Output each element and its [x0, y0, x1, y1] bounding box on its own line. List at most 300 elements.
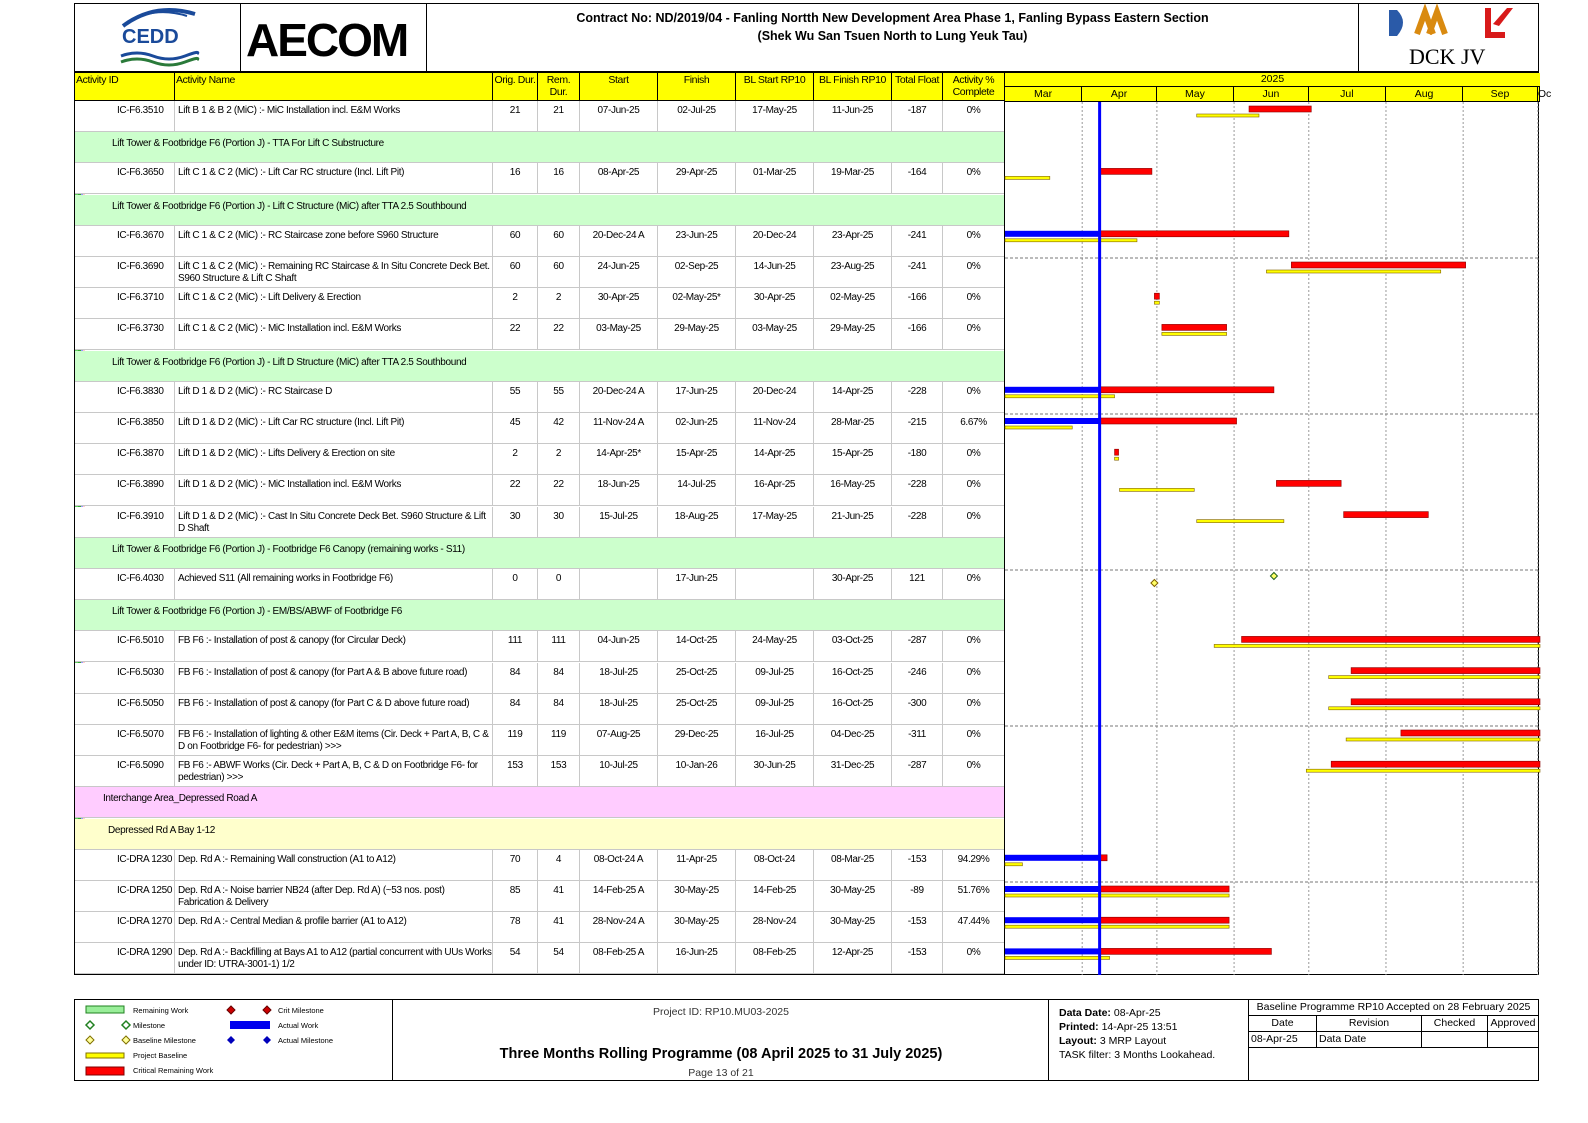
activity-name-cell: Dep. Rd A :- Central Median & profile barrier (A1 to A12): [175, 912, 493, 942]
orig-dur-cell: 0: [493, 569, 538, 599]
total-float-cell: -164: [892, 163, 943, 193]
bl-finish-date-cell: 21-Jun-25: [814, 507, 892, 537]
pct-complete-cell: 0%: [943, 507, 1005, 537]
dck-jv-logo: [1358, 4, 1538, 71]
orig-dur-cell: 153: [493, 756, 538, 786]
bl-start-date-cell: 16-Jul-25: [736, 725, 814, 755]
group-label: Lift Tower & Footbridge F6 (Portion J) - Lift D Structure (MiC) after TTA 2.5 Southbound: [112, 356, 467, 368]
col-orig-dur-header[interactable]: Orig. Dur.: [493, 73, 538, 101]
finish-date-cell: 29-May-25: [658, 319, 736, 349]
finish-date-cell: 14-Jul-25: [658, 475, 736, 505]
total-float-cell: -153: [892, 850, 943, 880]
finish-date-cell: 17-Jun-25: [658, 382, 736, 412]
page-header: [74, 3, 1539, 72]
bl-start-date-cell: 20-Dec-24: [736, 382, 814, 412]
rem-dur-cell: 42: [538, 413, 580, 443]
activity-row[interactable]: [75, 725, 1005, 756]
activity-row[interactable]: [75, 663, 1005, 694]
finish-date-cell: 10-Jan-26: [658, 756, 736, 786]
activity-row[interactable]: [75, 631, 1005, 662]
critical-remaining-bar: [1249, 106, 1311, 112]
baseline-bar: [1329, 707, 1540, 710]
activity-name-cell: FB F6 :- Installation of post & canopy (for Circular Deck): [175, 631, 493, 661]
pct-complete-cell: 0%: [943, 226, 1005, 256]
group-header-row[interactable]: [75, 600, 1005, 631]
start-date-cell: 11-Nov-24 A: [580, 413, 658, 443]
bl-finish-date-cell: 16-Oct-25: [814, 694, 892, 724]
actual-work-bar: [1005, 855, 1100, 861]
bl-finish-date-cell: 08-Mar-25: [814, 850, 892, 880]
actual-work-bar: [1005, 231, 1100, 237]
bl-start-date-cell: 03-May-25: [736, 319, 814, 349]
baseline-note: Baseline Programme RP10 Accepted on 28 February 2025: [1249, 1000, 1538, 1016]
rem-dur-cell: 153: [538, 756, 580, 786]
activity-row[interactable]: [75, 413, 1005, 444]
activity-id-cell: IC-F6.5030: [97, 663, 175, 693]
bl-finish-date-cell: 30-May-25: [814, 881, 892, 911]
activity-row[interactable]: [75, 756, 1005, 787]
finish-date-cell: 14-Oct-25: [658, 631, 736, 661]
bl-start-date-cell: [736, 569, 814, 599]
activity-row[interactable]: [75, 288, 1005, 319]
page-number: Page 13 of 21: [688, 1067, 754, 1079]
activity-row[interactable]: [75, 475, 1005, 506]
month-label: Apr: [1082, 87, 1157, 101]
month-label: Aug: [1386, 87, 1463, 101]
bl-finish-date-cell: 30-Apr-25: [814, 569, 892, 599]
milestone-marker: [1270, 573, 1277, 580]
task-filter: TASK filter: 3 Months Lookahead.: [1059, 1049, 1216, 1061]
bl-finish-date-cell: 23-Apr-25: [814, 226, 892, 256]
col-bl-start-header[interactable]: BL Start RP10: [736, 73, 814, 101]
activity-row[interactable]: [75, 569, 1005, 600]
activity-id-cell: IC-F6.3870: [97, 444, 175, 474]
aecom-logo-text: AECOM: [246, 14, 408, 66]
total-float-cell: -180: [892, 444, 943, 474]
pct-complete-cell: 6.67%: [943, 413, 1005, 443]
pct-complete-cell: 0%: [943, 663, 1005, 693]
baseline-bar: [1306, 769, 1540, 772]
activity-table: [74, 72, 1004, 975]
critical-remaining-bar: [1242, 636, 1540, 642]
activity-row[interactable]: [75, 257, 1005, 288]
rem-dur-cell: 16: [538, 163, 580, 193]
total-float-cell: -187: [892, 101, 943, 131]
start-date-cell: 30-Apr-25: [580, 288, 658, 318]
group-header-row[interactable]: [75, 132, 1005, 163]
group-header-row[interactable]: [75, 787, 1005, 818]
activity-name-cell: Lift D 1 & D 2 (MiC) :- Cast In Situ Concrete Deck Bet. S960 Structure & Lift D Shaft: [175, 507, 493, 537]
programme-title: Three Months Rolling Programme (08 April 2025 to 31 July 2025): [499, 1046, 943, 1062]
activity-row[interactable]: [75, 912, 1005, 943]
bl-finish-date-cell: 15-Apr-25: [814, 444, 892, 474]
orig-dur-cell: 2: [493, 444, 538, 474]
activity-id-cell: IC-F6.5090: [97, 756, 175, 786]
project-baseline-swatch: [86, 1053, 124, 1058]
critical-remaining-bar: [1100, 917, 1229, 923]
rev-header-date: Date: [1249, 1016, 1317, 1032]
start-date-cell: [580, 569, 658, 599]
rem-dur-cell: 55: [538, 382, 580, 412]
rem-dur-cell: 22: [538, 475, 580, 505]
bl-finish-date-cell: 14-Apr-25: [814, 382, 892, 412]
rem-dur-cell: 84: [538, 663, 580, 693]
bl-finish-date-cell: 29-May-25: [814, 319, 892, 349]
finish-date-cell: 02-Jun-25: [658, 413, 736, 443]
start-date-cell: 20-Dec-24 A: [580, 226, 658, 256]
pct-complete-cell: 0%: [943, 101, 1005, 131]
contract-title-line1: Contract No: ND/2019/04 - Fanling Nortth New Development Area Phase 1, Fanling Bypass Eastern Section: [576, 11, 1209, 25]
bl-finish-date-cell: 02-May-25: [814, 288, 892, 318]
finish-date-cell: 15-Apr-25: [658, 444, 736, 474]
start-date-cell: 20-Dec-24 A: [580, 382, 658, 412]
activity-name-cell: Lift D 1 & D 2 (MiC) :- Lifts Delivery & Erection on site: [175, 444, 493, 474]
pct-complete-cell: 51.76%: [943, 881, 1005, 911]
actual-milestone-icon-2: [263, 1036, 271, 1044]
pct-complete-cell: 0%: [943, 163, 1005, 193]
activity-name-cell: Lift C 1 & C 2 (MiC) :- Lift Car RC structure (Incl. Lift Pit): [175, 163, 493, 193]
orig-dur-cell: 22: [493, 319, 538, 349]
legend-actual-milestone: Actual Milestone: [278, 1036, 334, 1045]
layout-value: 3 MRP Layout: [1099, 1035, 1167, 1047]
orig-dur-cell: 30: [493, 507, 538, 537]
dck-emblem-icon: [1359, 4, 1539, 44]
start-date-cell: 08-Oct-24 A: [580, 850, 658, 880]
legend-milestone: Milestone: [133, 1021, 166, 1030]
pct-complete-cell: 94.29%: [943, 850, 1005, 880]
total-float-cell: -311: [892, 725, 943, 755]
activity-id-cell: IC-F6.3910: [97, 507, 175, 537]
start-date-cell: 08-Apr-25: [580, 163, 658, 193]
critical-remaining-bar: [1115, 449, 1119, 455]
bl-finish-date-cell: 03-Oct-25: [814, 631, 892, 661]
critical-work-swatch: [86, 1067, 124, 1075]
pct-complete-cell: 0%: [943, 631, 1005, 661]
start-date-cell: 18-Jun-25: [580, 475, 658, 505]
pct-complete-cell: 0%: [943, 569, 1005, 599]
bl-start-date-cell: 30-Jun-25: [736, 756, 814, 786]
actual-work-bar: [1005, 948, 1100, 954]
activity-row[interactable]: [75, 850, 1005, 881]
actual-work-bar: [1005, 418, 1100, 424]
total-float-cell: 121: [892, 569, 943, 599]
activity-id-cell: IC-F6.3650: [97, 163, 175, 193]
bl-start-date-cell: 09-Jul-25: [736, 694, 814, 724]
activity-name-cell: Lift B 1 & B 2 (MiC) :- MiC Installation incl. E&M Works: [175, 101, 493, 131]
rem-dur-cell: 41: [538, 912, 580, 942]
rem-dur-cell: 41: [538, 881, 580, 911]
pct-complete-cell: 0%: [943, 943, 1005, 973]
activity-name-cell: Lift D 1 & D 2 (MiC) :- MiC Installation incl. E&M Works: [175, 475, 493, 505]
activity-name-cell: FB F6 :- ABWF Works (Cir. Deck + Part A, B, C & D on Footbridge F6- for pedestrian) >>>: [175, 756, 493, 786]
group-header-row[interactable]: [75, 195, 1005, 226]
finish-date-cell: 25-Oct-25: [658, 663, 736, 693]
month-label: May: [1157, 87, 1234, 101]
footer-print-info: [1049, 1000, 1249, 1080]
rem-dur-cell: 21: [538, 101, 580, 131]
printed-label: Printed:: [1059, 1021, 1099, 1033]
finish-date-cell: 02-Sep-25: [658, 257, 736, 287]
baseline-bar: [1214, 644, 1540, 647]
critical-remaining-bar: [1276, 480, 1341, 486]
pct-complete-cell: 0%: [943, 319, 1005, 349]
activity-row[interactable]: [75, 694, 1005, 725]
orig-dur-cell: 55: [493, 382, 538, 412]
cedd-logo: [75, 4, 241, 71]
col-start-header[interactable]: Start: [580, 73, 658, 101]
group-header-row[interactable]: [75, 819, 1005, 850]
total-float-cell: -228: [892, 475, 943, 505]
rem-dur-cell: 2: [538, 288, 580, 318]
activity-name-cell: FB F6 :- Installation of post & canopy (for Part A & B above future road): [175, 663, 493, 693]
activity-id-cell: IC-DRA 1290: [97, 943, 175, 973]
bl-finish-date-cell: 04-Dec-25: [814, 725, 892, 755]
activity-id-cell: IC-F6.3510: [97, 101, 175, 131]
pct-complete-cell: 47.44%: [943, 912, 1005, 942]
revision-block: [1249, 1000, 1538, 1080]
data-date-value: 08-Apr-25: [1113, 1007, 1161, 1019]
activity-row[interactable]: [75, 319, 1005, 350]
start-date-cell: 10-Jul-25: [580, 756, 658, 786]
bl-finish-date-cell: 19-Mar-25: [814, 163, 892, 193]
bl-start-date-cell: 08-Oct-24: [736, 850, 814, 880]
rev-header-approved: Approved: [1488, 1016, 1538, 1032]
activity-name-cell: Lift C 1 & C 2 (MiC) :- Remaining RC Staircase & In Situ Concrete Deck Bet. S960 Structure & Lift C Shaft: [175, 257, 493, 287]
total-float-cell: -153: [892, 912, 943, 942]
activity-name-cell: Lift C 1 & C 2 (MiC) :- MiC Installation incl. E&M Works: [175, 319, 493, 349]
table-header-row: [75, 72, 1005, 101]
total-float-cell: -166: [892, 288, 943, 318]
total-float-cell: -300: [892, 694, 943, 724]
activity-name-cell: Dep. Rd A :- Remaining Wall construction (A1 to A12): [175, 850, 493, 880]
activity-id-cell: IC-F6.3830: [97, 382, 175, 412]
col-total-float-header[interactable]: Total Float: [892, 73, 943, 101]
col-activity-name-header[interactable]: Activity Name: [175, 73, 493, 101]
activity-id-cell: IC-DRA 1250: [97, 881, 175, 911]
rev-date: 08-Apr-25: [1249, 1032, 1317, 1048]
group-label: Interchange Area_Depressed Road A: [103, 793, 258, 805]
start-date-cell: 07-Aug-25: [580, 725, 658, 755]
rem-dur-cell: 60: [538, 257, 580, 287]
rem-dur-cell: 60: [538, 226, 580, 256]
critical-remaining-bar: [1154, 293, 1159, 299]
critical-remaining-bar: [1100, 231, 1289, 237]
finish-date-cell: 30-May-25: [658, 881, 736, 911]
baseline-bar: [1005, 863, 1022, 866]
baseline-bar: [1115, 457, 1119, 460]
finish-date-cell: 18-Aug-25: [658, 507, 736, 537]
month-label: Oc: [1537, 88, 1552, 100]
pct-complete-cell: 0%: [943, 288, 1005, 318]
activity-name-cell: Achieved S11 (All remaining works in Footbridge F6): [175, 569, 493, 599]
critical-remaining-bar: [1100, 948, 1272, 954]
activity-name-cell: Lift C 1 & C 2 (MiC) :- RC Staircase zone before S960 Structure: [175, 226, 493, 256]
gantt-year-label: 2025: [1005, 73, 1540, 87]
gantt-timescale: [1005, 73, 1552, 102]
critical-remaining-bar: [1100, 886, 1229, 892]
pct-complete-cell: 0%: [943, 257, 1005, 287]
start-date-cell: 07-Jun-25: [580, 101, 658, 131]
baseline-bar: [1005, 426, 1072, 429]
actual-milestone-icon: [227, 1036, 235, 1044]
activity-name-cell: Dep. Rd A :- Backfilling at Bays A1 to A12 (partial concurrent with UUs Works under ID: UTRA-3001-1) 1/2: [175, 943, 493, 973]
baseline-milestone-icon: [86, 1036, 94, 1044]
finish-date-cell: 25-Oct-25: [658, 694, 736, 724]
orig-dur-cell: 84: [493, 663, 538, 693]
month-label: Jun: [1234, 87, 1309, 101]
activity-id-cell: IC-F6.5010: [97, 631, 175, 661]
finish-date-cell: 29-Apr-25: [658, 163, 736, 193]
activity-name-cell: FB F6 :- Installation of lighting & other E&M items (Cir. Deck + Part A, B, C & D on Footbridge F6- for pedestrian) >>>: [175, 725, 493, 755]
activity-id-cell: IC-DRA 1230: [97, 850, 175, 880]
rem-dur-cell: 22: [538, 319, 580, 349]
bl-finish-date-cell: 31-Dec-25: [814, 756, 892, 786]
col-bl-finish-header[interactable]: BL Finish RP10: [814, 73, 892, 101]
finish-date-cell: 30-May-25: [658, 912, 736, 942]
start-date-cell: 15-Jul-25: [580, 507, 658, 537]
start-date-cell: 14-Apr-25*: [580, 444, 658, 474]
group-label: Lift Tower & Footbridge F6 (Portion J) - Lift C Structure (MiC) after TTA 2.5 Southbound: [112, 200, 467, 212]
rev-checked: [1422, 1032, 1488, 1048]
orig-dur-cell: 22: [493, 475, 538, 505]
milestone-icon-2: [122, 1021, 130, 1029]
gantt-chart: [1004, 72, 1552, 975]
activity-id-cell: IC-F6.3850: [97, 413, 175, 443]
activity-id-cell: IC-F6.3670: [97, 226, 175, 256]
start-date-cell: 03-May-25: [580, 319, 658, 349]
bl-start-date-cell: 14-Feb-25: [736, 881, 814, 911]
bl-finish-date-cell: 11-Jun-25: [814, 101, 892, 131]
activity-row[interactable]: [75, 382, 1005, 413]
activity-row[interactable]: [75, 881, 1005, 912]
crit-milestone-icon-2: [263, 1006, 271, 1014]
total-float-cell: -241: [892, 226, 943, 256]
gantt-bars: [1005, 102, 1540, 975]
col-rem-dur-header[interactable]: Rem. Dur.: [538, 73, 580, 101]
footer-title-block: [393, 1000, 1049, 1080]
rem-dur-cell: 111: [538, 631, 580, 661]
orig-dur-cell: 21: [493, 101, 538, 131]
legend-crit-milestone: Crit Milestone: [278, 1006, 324, 1015]
bl-finish-date-cell: 28-Mar-25: [814, 413, 892, 443]
activity-id-cell: IC-F6.5050: [97, 694, 175, 724]
activity-row[interactable]: [75, 101, 1005, 132]
baseline-bar: [1197, 114, 1259, 117]
bl-finish-date-cell: 16-Oct-25: [814, 663, 892, 693]
start-date-cell: 08-Feb-25 A: [580, 943, 658, 973]
critical-remaining-bar: [1331, 761, 1540, 767]
crit-milestone-icon: [227, 1006, 235, 1014]
page-footer: [74, 999, 1539, 1081]
activity-row[interactable]: [75, 507, 1005, 538]
activity-row[interactable]: [75, 163, 1005, 194]
baseline-bar: [1005, 239, 1137, 242]
contract-title-line2: (Shek Wu San Tsuen North to Lung Yeuk Tau): [757, 29, 1028, 43]
rem-dur-cell: 0: [538, 569, 580, 599]
legend-baseline-milestone: Baseline Milestone: [133, 1036, 196, 1045]
baseline-bar: [1346, 738, 1540, 741]
total-float-cell: -287: [892, 756, 943, 786]
activity-name-cell: Lift D 1 & D 2 (MiC) :- Lift Car RC structure (Incl. Lift Pit): [175, 413, 493, 443]
month-label: Mar: [1005, 87, 1082, 101]
finish-date-cell: 02-May-25*: [658, 288, 736, 318]
group-label: Lift Tower & Footbridge F6 (Portion J) - TTA For Lift C Substructure: [112, 138, 384, 150]
total-float-cell: -228: [892, 507, 943, 537]
bl-start-date-cell: 30-Apr-25: [736, 288, 814, 318]
total-float-cell: -153: [892, 943, 943, 973]
bl-finish-date-cell: 16-May-25: [814, 475, 892, 505]
finish-date-cell: 02-Jul-25: [658, 101, 736, 131]
col-pct-complete-header[interactable]: Activity % Complete: [943, 73, 1005, 101]
rem-dur-cell: 30: [538, 507, 580, 537]
actual-work-bar: [1005, 387, 1100, 393]
bl-finish-date-cell: 30-May-25: [814, 912, 892, 942]
baseline-bar: [1197, 520, 1284, 523]
start-date-cell: 04-Jun-25: [580, 631, 658, 661]
activity-id-cell: IC-F6.3730: [97, 319, 175, 349]
activity-id-cell: IC-F6.3890: [97, 475, 175, 505]
rev-header-revision: Revision: [1317, 1016, 1422, 1032]
bl-start-date-cell: 17-May-25: [736, 101, 814, 131]
total-float-cell: -89: [892, 881, 943, 911]
rem-dur-cell: 4: [538, 850, 580, 880]
orig-dur-cell: 84: [493, 694, 538, 724]
group-header-row[interactable]: [75, 538, 1005, 569]
bl-start-date-cell: 20-Dec-24: [736, 226, 814, 256]
critical-remaining-bar: [1100, 418, 1237, 424]
activity-name-cell: Lift C 1 & C 2 (MiC) :- Lift Delivery & Erection: [175, 288, 493, 318]
activity-row[interactable]: [75, 444, 1005, 475]
bl-finish-date-cell: 12-Apr-25: [814, 943, 892, 973]
baseline-bar: [1162, 332, 1227, 335]
baseline-bar: [1005, 894, 1229, 897]
project-id: Project ID: RP10.MU03-2025: [653, 1006, 789, 1018]
activity-id-cell: IC-F6.4030: [97, 569, 175, 599]
start-date-cell: 18-Jul-25: [580, 694, 658, 724]
rem-dur-cell: 84: [538, 694, 580, 724]
activity-id-cell: IC-F6.5070: [97, 725, 175, 755]
start-date-cell: 14-Feb-25 A: [580, 881, 658, 911]
orig-dur-cell: 45: [493, 413, 538, 443]
group-label: Depressed Rd A Bay 1-12: [108, 824, 216, 836]
bl-start-date-cell: 11-Nov-24: [736, 413, 814, 443]
critical-remaining-bar: [1100, 168, 1152, 174]
activity-id-cell: IC-F6.3710: [97, 288, 175, 318]
critical-remaining-bar: [1401, 730, 1540, 736]
actual-work-swatch: [230, 1021, 270, 1029]
finish-date-cell: 16-Jun-25: [658, 943, 736, 973]
activity-row[interactable]: [75, 943, 1005, 974]
col-activity-id-header[interactable]: Activity ID: [75, 73, 175, 101]
baseline-bar: [1329, 676, 1540, 679]
total-float-cell: -246: [892, 663, 943, 693]
critical-remaining-bar: [1100, 387, 1274, 393]
orig-dur-cell: 119: [493, 725, 538, 755]
activity-id-cell: IC-F6.3690: [97, 257, 175, 287]
critical-remaining-bar: [1344, 512, 1429, 518]
activity-row[interactable]: [75, 226, 1005, 257]
orig-dur-cell: 2: [493, 288, 538, 318]
total-float-cell: -215: [892, 413, 943, 443]
legend-remaining-work: Remaining Work: [133, 1006, 189, 1015]
legend-critical-remaining-work: Critical Remaining Work: [133, 1066, 214, 1075]
group-label: Lift Tower & Footbridge F6 (Portion J) - EM/BS/ABWF of Footbridge F6: [112, 606, 403, 618]
col-finish-header[interactable]: Finish: [658, 73, 736, 101]
baseline-bar: [1120, 488, 1195, 491]
dck-jv-logo-text: DCK JV: [1409, 44, 1486, 69]
group-header-row[interactable]: [75, 351, 1005, 382]
pct-complete-cell: 0%: [943, 475, 1005, 505]
